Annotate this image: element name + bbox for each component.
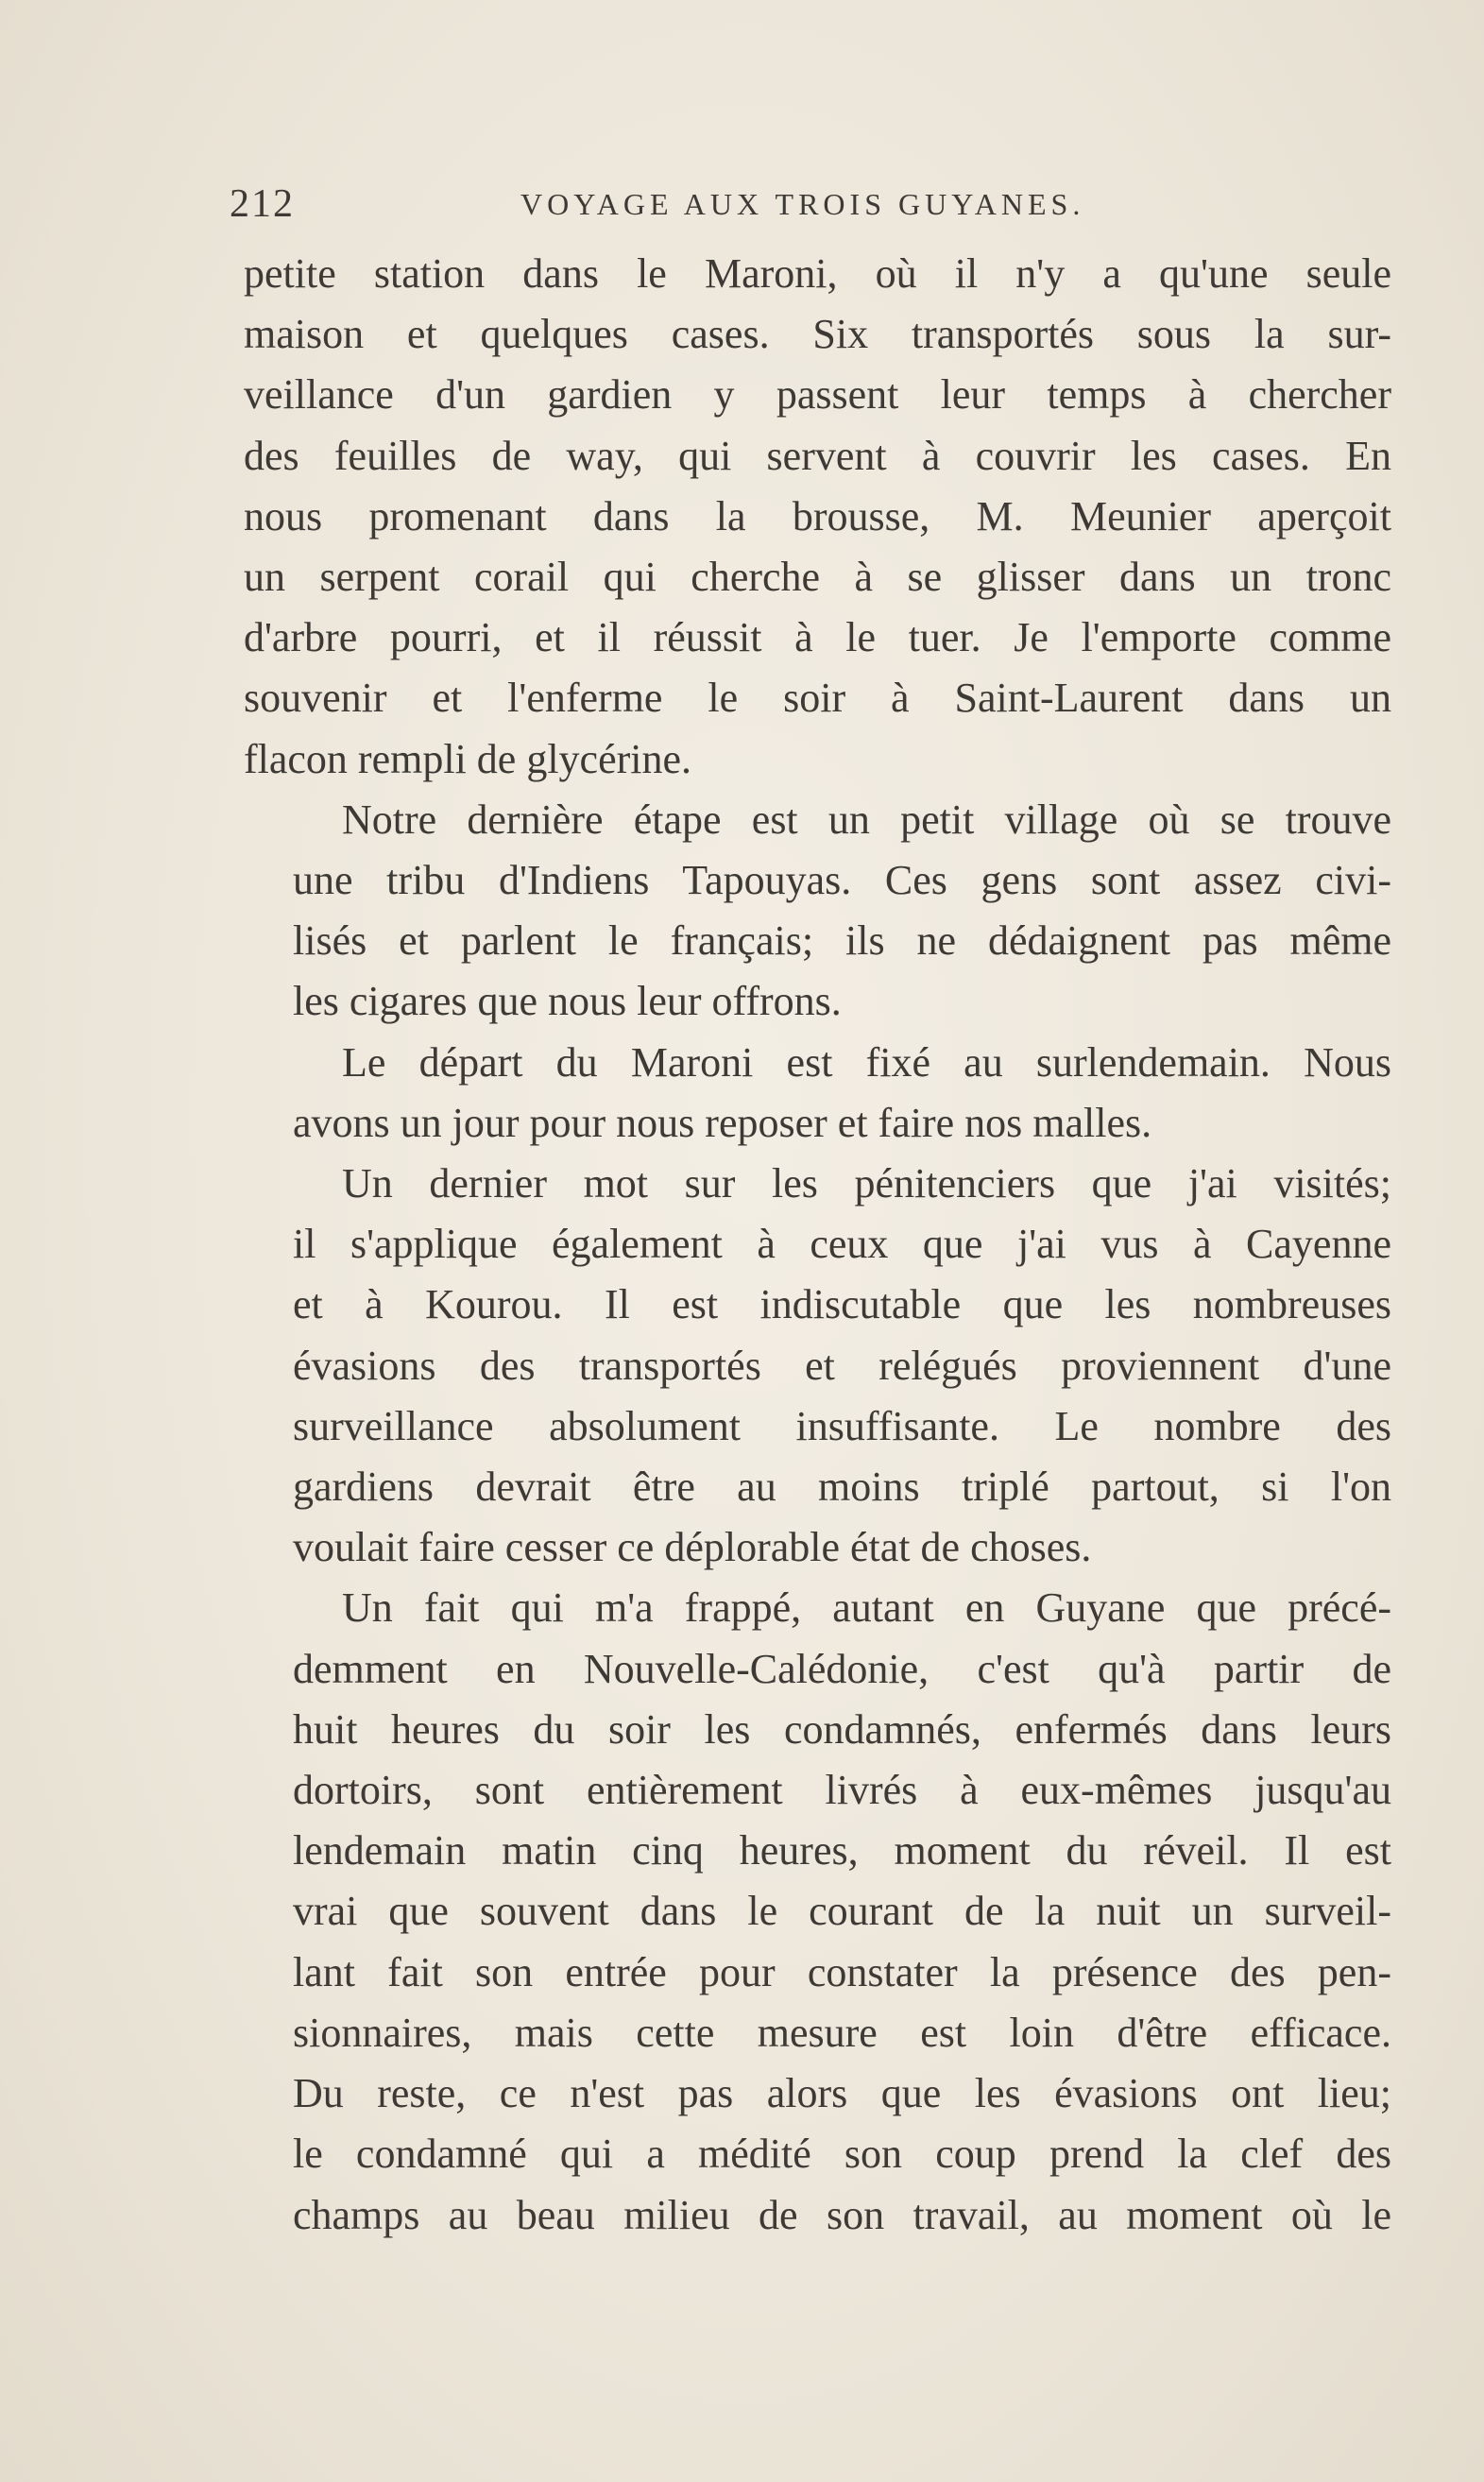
text-line: petite station dans le Maroni, où il n'y a qu'une seule bbox=[244, 250, 1391, 297]
text-line: un serpent corail qui cherche à se glisser dans un tronc bbox=[244, 554, 1391, 601]
text-line: vrai que souvent dans le courant de la nuit un surveil- bbox=[293, 1888, 1391, 1935]
paragraph bbox=[244, 244, 1391, 790]
text-line: il s'applique également à ceux que j'ai vus à Cayenne bbox=[293, 1221, 1391, 1268]
page-number: 212 bbox=[230, 182, 295, 226]
text-line: souvenir et l'enferme le soir à Saint-Laurent dans un bbox=[244, 675, 1391, 722]
text-line: Du reste, ce n'est pas alors que les évasions ont lieu; bbox=[293, 2070, 1391, 2117]
text-line: lendemain matin cinq heures, moment du réveil. Il est bbox=[293, 1827, 1391, 1874]
text-line: surveillance absolument insuffisante. Le nombre des bbox=[293, 1402, 1391, 1449]
text-line: gardiens devrait être au moins triplé partout, si l'on bbox=[293, 1464, 1391, 1511]
text-line: les cigares que nous leur offrons. bbox=[293, 978, 842, 1025]
text-line: le condamné qui a médité son coup prend la clef des bbox=[293, 2131, 1391, 2178]
running-head: VOYAGE AUX TROIS GUYANES. bbox=[520, 187, 1085, 221]
text-line: et à Kourou. Il est indiscutable que les nombreuses bbox=[293, 1281, 1391, 1328]
text-line: sionnaires, mais cette mesure est loin d'être efficace. bbox=[293, 2009, 1391, 2056]
page-header bbox=[230, 181, 1401, 229]
text-line: dortoirs, sont entièrement livrés à eux-mêmes jusqu'au bbox=[293, 1767, 1391, 1814]
text-line: Le départ du Maroni est fixé au surlendemain. Nous bbox=[342, 1038, 1391, 1086]
text-line: évasions des transportés et relégués proviennent d'une bbox=[293, 1342, 1391, 1389]
text-line: veillance d'un gardien y passent leur temps à chercher bbox=[244, 371, 1391, 419]
text-line: demment en Nouvelle-Calédonie, c'est qu'à partir de bbox=[293, 1645, 1391, 1692]
text-line: d'arbre pourri, et il réussit à le tuer. Je l'emporte comme bbox=[244, 614, 1391, 661]
text-line: nous promenant dans la brousse, M. Meunier aperçoit bbox=[244, 492, 1391, 539]
paragraph bbox=[244, 1033, 1391, 1154]
text-line: lant fait son entrée pour constater la présence des pen- bbox=[293, 1948, 1391, 1995]
body-text bbox=[244, 244, 1391, 2246]
text-line: avons un jour pour nous reposer et faire nos malles. bbox=[293, 1099, 1152, 1146]
text-line: Un fait qui m'a frappé, autant en Guyane que précé- bbox=[342, 1584, 1391, 1632]
text-line: maison et quelques cases. Six transportés sous la sur- bbox=[244, 311, 1391, 358]
text-line: lisés et parlent le français; ils ne dédaignent pas même bbox=[293, 917, 1391, 965]
text-line: Un dernier mot sur les pénitenciers que j'ai visités; bbox=[342, 1160, 1391, 1207]
paragraph bbox=[244, 790, 1391, 1033]
text-line: huit heures du soir les condamnés, enfermés dans leurs bbox=[293, 1705, 1391, 1753]
text-line: une tribu d'Indiens Tapouyas. Ces gens sont assez civi- bbox=[293, 857, 1391, 904]
text-line: champs au beau milieu de son travail, au moment où le bbox=[293, 2191, 1391, 2238]
paragraph bbox=[244, 1578, 1391, 2245]
text-line: Notre dernière étape est un petit village où se trouve bbox=[342, 796, 1391, 843]
paragraph bbox=[244, 1154, 1391, 1578]
text-line: voulait faire cesser ce déplorable état de choses. bbox=[293, 1524, 1092, 1571]
text-line: flacon rempli de glycérine. bbox=[244, 735, 692, 782]
text-line: des feuilles de way, qui servent à couvrir les cases. En bbox=[244, 432, 1391, 479]
